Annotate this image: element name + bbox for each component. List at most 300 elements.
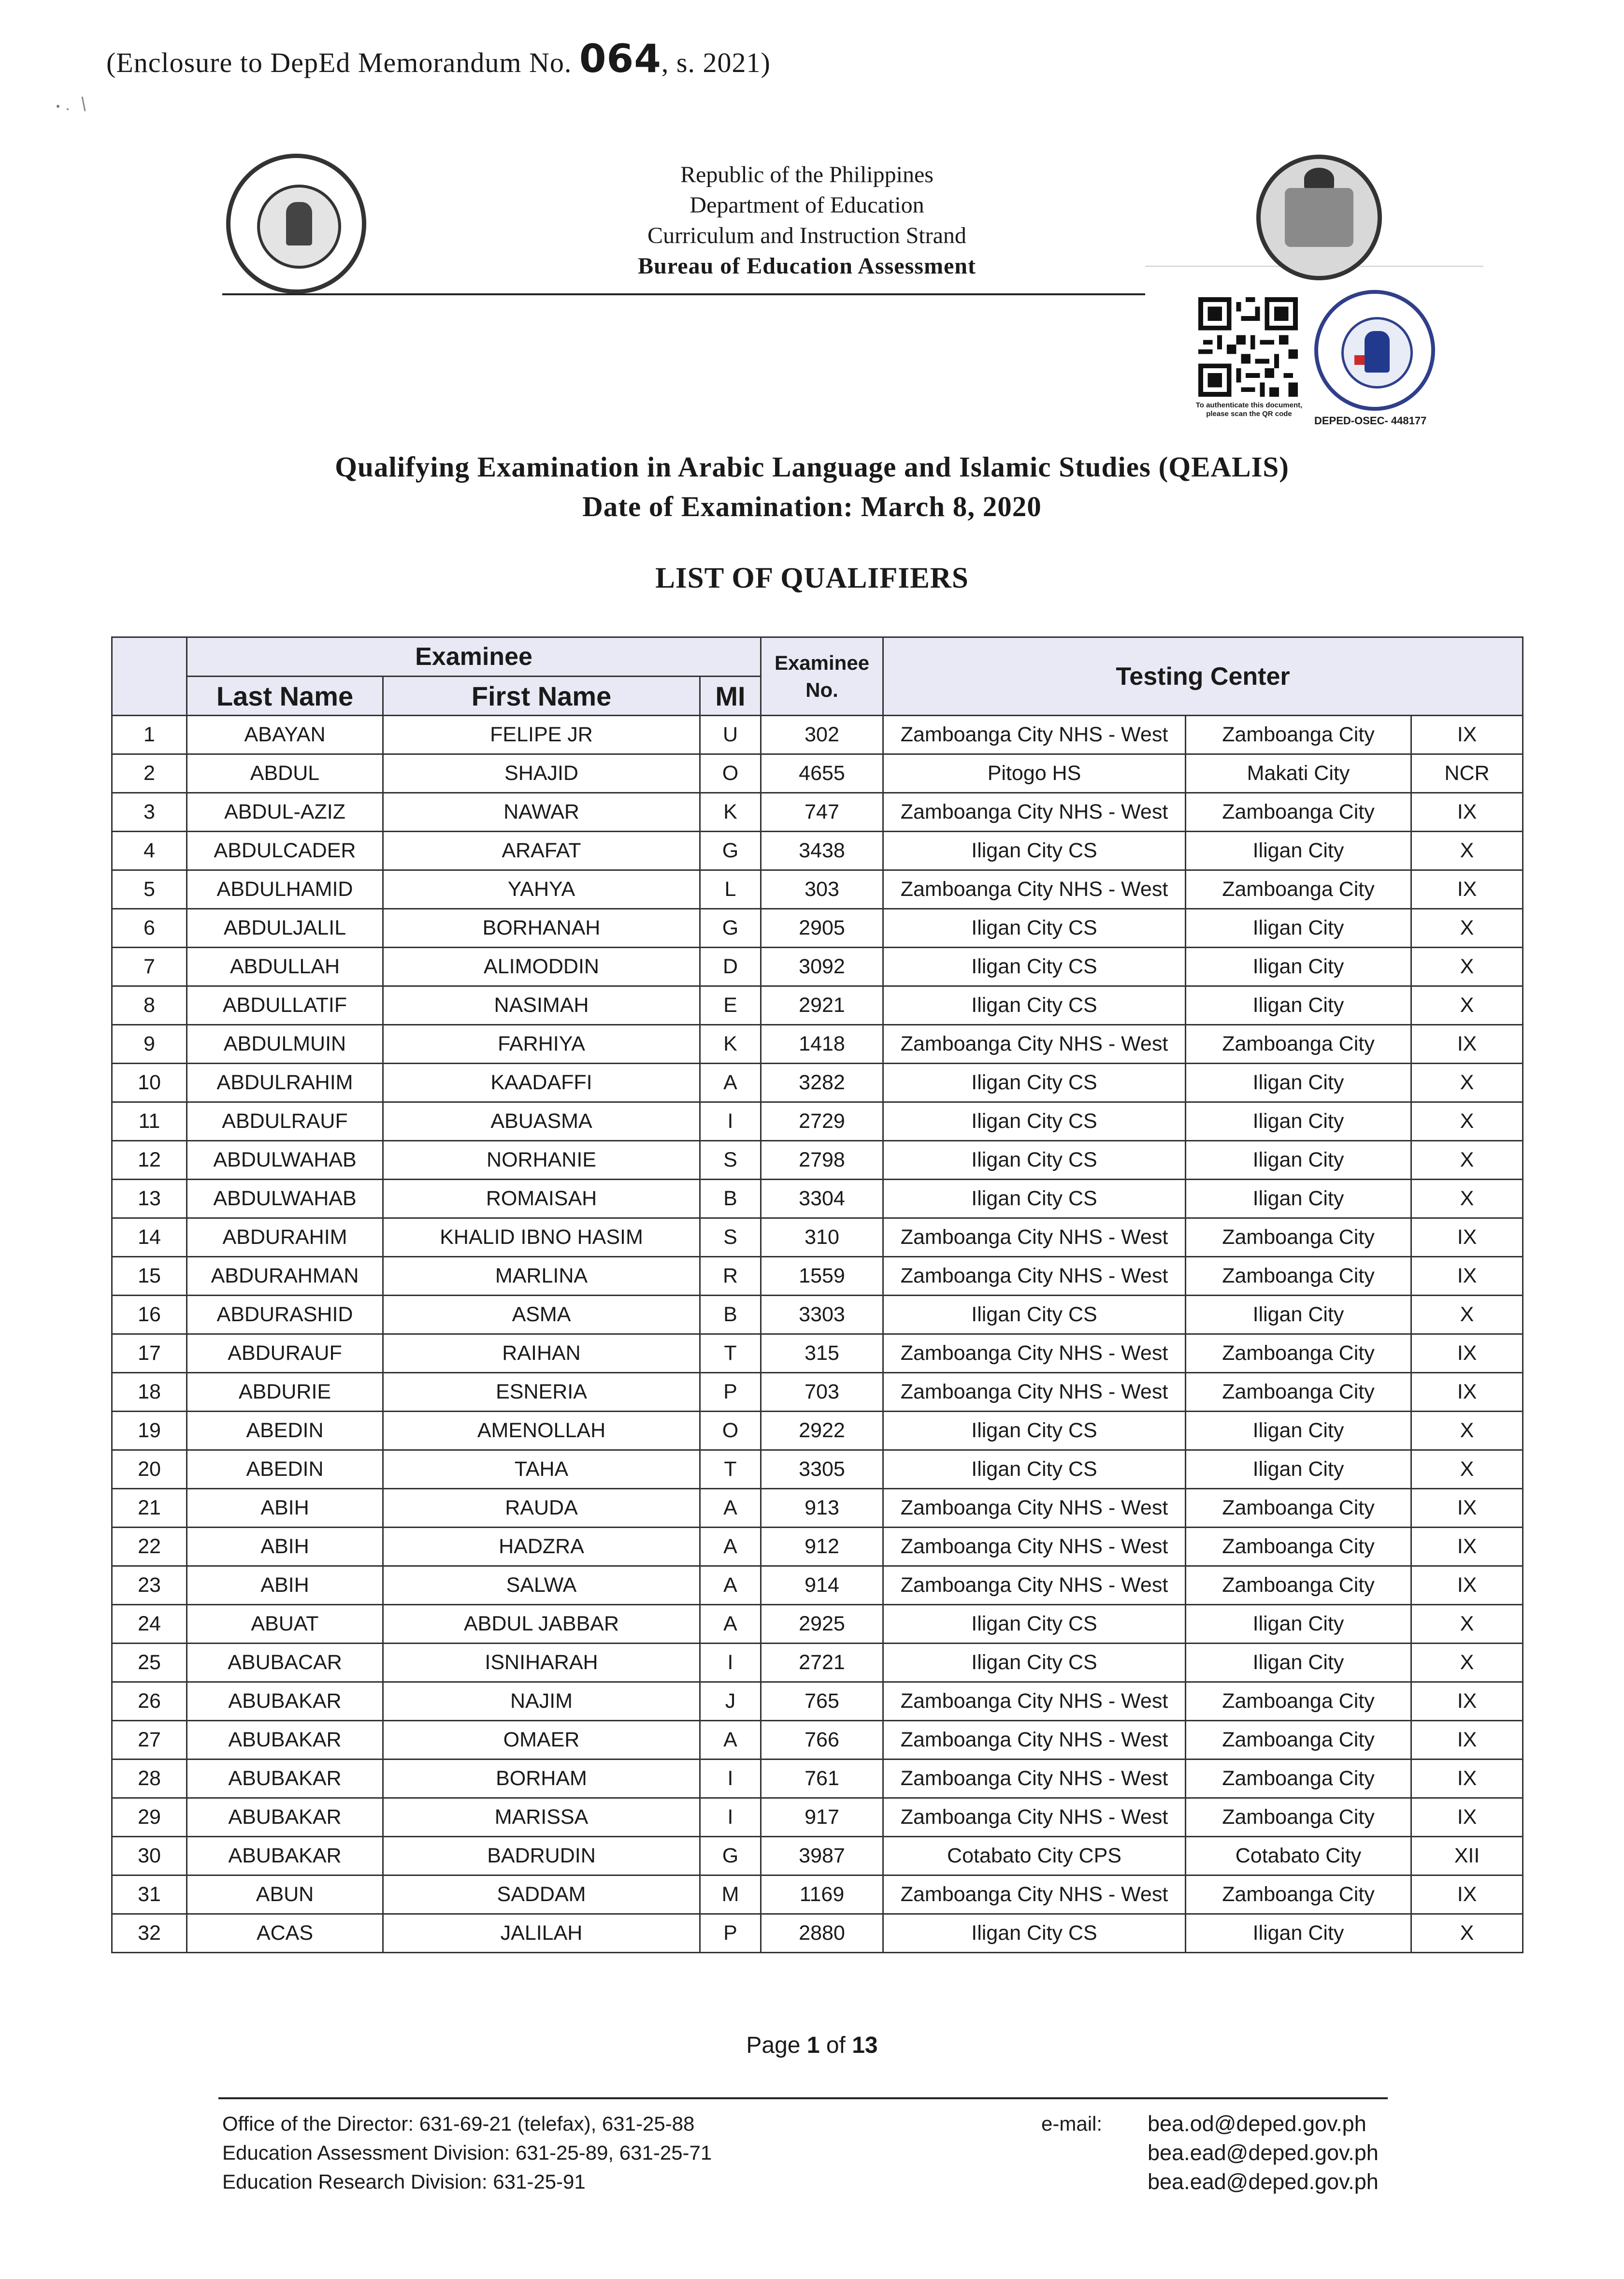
row-number-cell: 25 bbox=[112, 1644, 187, 1682]
testing-center-school-cell: Zamboanga City NHS - West bbox=[883, 716, 1186, 754]
region-cell: IX bbox=[1411, 1528, 1523, 1566]
first-name-cell: BADRUDIN bbox=[383, 1837, 700, 1875]
testing-center-school-cell: Zamboanga City NHS - West bbox=[883, 1682, 1186, 1721]
last-name-cell: ABUBACAR bbox=[187, 1644, 383, 1682]
testing-center-school-cell: Iligan City CS bbox=[883, 1644, 1186, 1682]
table-row bbox=[112, 1064, 1523, 1102]
region-cell: X bbox=[1411, 909, 1523, 948]
examinee-no-cell: 2922 bbox=[761, 1412, 883, 1450]
header-first-name: First Name bbox=[383, 677, 700, 716]
examinee-no-cell: 1559 bbox=[761, 1257, 883, 1296]
table-row bbox=[112, 1102, 1523, 1141]
testing-center-city-cell: Zamboanga City bbox=[1186, 1566, 1411, 1605]
page-current: 1 bbox=[806, 2033, 820, 2058]
examinee-no-cell: 1418 bbox=[761, 1025, 883, 1064]
testing-center-school-cell: Zamboanga City NHS - West bbox=[883, 1334, 1186, 1373]
region-cell: X bbox=[1411, 1102, 1523, 1141]
last-name-cell: ABIH bbox=[187, 1566, 383, 1605]
last-name-cell: ABDULLATIF bbox=[187, 986, 383, 1025]
enclosure-note bbox=[106, 36, 771, 81]
region-cell: IX bbox=[1411, 1566, 1523, 1605]
footer-research: Education Research Division: 631-25-91 bbox=[222, 2170, 586, 2193]
footer-divider bbox=[218, 2097, 1388, 2099]
exam-title: Qualifying Examination in Arabic Language and Islamic Studies (QEALIS) bbox=[335, 451, 1289, 483]
region-cell: IX bbox=[1411, 1798, 1523, 1837]
first-name-cell: ALIMODDIN bbox=[383, 948, 700, 986]
testing-center-city-cell: Zamboanga City bbox=[1186, 1760, 1411, 1798]
enclosure-suffix: , s. 2021) bbox=[661, 47, 771, 78]
table-row bbox=[112, 909, 1523, 948]
bureau-seal-icon bbox=[1256, 155, 1382, 280]
first-name-cell: BORHAM bbox=[383, 1760, 700, 1798]
enclosure-prefix: (Enclosure to DepEd Memorandum No. bbox=[106, 47, 572, 78]
testing-center-city-cell: Zamboanga City bbox=[1186, 1373, 1411, 1412]
first-name-cell: OMAER bbox=[383, 1721, 700, 1760]
mi-cell: M bbox=[700, 1875, 761, 1914]
first-name-cell: KAADAFFI bbox=[383, 1064, 700, 1102]
header-examinee-no-line1: Examinee bbox=[774, 651, 870, 674]
row-number-cell: 10 bbox=[112, 1064, 187, 1102]
region-cell: IX bbox=[1411, 870, 1523, 909]
page-of: of bbox=[826, 2033, 846, 2058]
examinee-no-cell: 303 bbox=[761, 870, 883, 909]
table-row bbox=[112, 1218, 1523, 1257]
row-number-cell: 19 bbox=[112, 1412, 187, 1450]
first-name-cell: ESNERIA bbox=[383, 1373, 700, 1412]
first-name-cell: SALWA bbox=[383, 1566, 700, 1605]
mi-cell: S bbox=[700, 1218, 761, 1257]
mi-cell: L bbox=[700, 870, 761, 909]
last-name-cell: ACAS bbox=[187, 1914, 383, 1953]
first-name-cell: ARAFAT bbox=[383, 832, 700, 870]
testing-center-city-cell: Iligan City bbox=[1186, 1296, 1411, 1334]
last-name-cell: ABUAT bbox=[187, 1605, 383, 1644]
last-name-cell: ABDURAHIM bbox=[187, 1218, 383, 1257]
testing-center-city-cell: Zamboanga City bbox=[1186, 1528, 1411, 1566]
first-name-cell: FARHIYA bbox=[383, 1025, 700, 1064]
memo-number: 064 bbox=[579, 36, 661, 81]
header-testing-center: Testing Center bbox=[883, 637, 1523, 716]
letterhead-republic: Republic of the Philippines bbox=[680, 162, 934, 188]
testing-center-school-cell: Zamboanga City NHS - West bbox=[883, 870, 1186, 909]
testing-center-city-cell: Iligan City bbox=[1186, 1412, 1411, 1450]
mi-cell: I bbox=[700, 1798, 761, 1837]
testing-center-city-cell: Iligan City bbox=[1186, 832, 1411, 870]
last-name-cell: ABDULWAHAB bbox=[187, 1141, 383, 1180]
header-examinee-no-line2: No. bbox=[805, 678, 838, 701]
examinee-no-cell: 914 bbox=[761, 1566, 883, 1605]
table-row bbox=[112, 1566, 1523, 1605]
table-row bbox=[112, 1489, 1523, 1528]
testing-center-school-cell: Cotabato City CPS bbox=[883, 1837, 1186, 1875]
testing-center-city-cell: Iligan City bbox=[1186, 1141, 1411, 1180]
testing-center-city-cell: Iligan City bbox=[1186, 948, 1411, 986]
qualifiers-table bbox=[111, 636, 1523, 1953]
region-cell: X bbox=[1411, 1914, 1523, 1953]
first-name-cell: NASIMAH bbox=[383, 986, 700, 1025]
examinee-no-cell: 3304 bbox=[761, 1180, 883, 1218]
examinee-no-cell: 3303 bbox=[761, 1296, 883, 1334]
first-name-cell: NORHANIE bbox=[383, 1141, 700, 1180]
last-name-cell: ABUBAKAR bbox=[187, 1721, 383, 1760]
table-row bbox=[112, 1141, 1523, 1180]
mi-cell: B bbox=[700, 1296, 761, 1334]
first-name-cell: FELIPE JR bbox=[383, 716, 700, 754]
examinee-no-cell: 302 bbox=[761, 716, 883, 754]
examinee-no-cell: 913 bbox=[761, 1489, 883, 1528]
examinee-no-cell: 2880 bbox=[761, 1914, 883, 1953]
row-number-cell: 16 bbox=[112, 1296, 187, 1334]
scan-marks bbox=[48, 72, 106, 121]
examinee-no-cell: 2729 bbox=[761, 1102, 883, 1141]
row-number-cell: 5 bbox=[112, 870, 187, 909]
examinee-no-cell: 4655 bbox=[761, 754, 883, 793]
region-cell: IX bbox=[1411, 1218, 1523, 1257]
testing-center-school-cell: Zamboanga City NHS - West bbox=[883, 1489, 1186, 1528]
first-name-cell: ABDUL JABBAR bbox=[383, 1605, 700, 1644]
testing-center-city-cell: Iligan City bbox=[1186, 1180, 1411, 1218]
mi-cell: P bbox=[700, 1373, 761, 1412]
mi-cell: A bbox=[700, 1721, 761, 1760]
testing-center-school-cell: Iligan City CS bbox=[883, 1296, 1186, 1334]
testing-center-city-cell: Iligan City bbox=[1186, 1450, 1411, 1489]
region-cell: IX bbox=[1411, 716, 1523, 754]
examinee-no-cell: 761 bbox=[761, 1760, 883, 1798]
table-row bbox=[112, 1837, 1523, 1875]
testing-center-city-cell: Zamboanga City bbox=[1186, 1682, 1411, 1721]
row-number-cell: 21 bbox=[112, 1489, 187, 1528]
testing-center-city-cell: Zamboanga City bbox=[1186, 1025, 1411, 1064]
first-name-cell: ASMA bbox=[383, 1296, 700, 1334]
mi-cell: G bbox=[700, 832, 761, 870]
table-row bbox=[112, 1334, 1523, 1373]
first-name-cell: ROMAISAH bbox=[383, 1180, 700, 1218]
table-row bbox=[112, 1721, 1523, 1760]
region-cell: IX bbox=[1411, 1682, 1523, 1721]
row-number-cell: 7 bbox=[112, 948, 187, 986]
mi-cell: K bbox=[700, 793, 761, 832]
table-row bbox=[112, 1257, 1523, 1296]
testing-center-city-cell: Iligan City bbox=[1186, 986, 1411, 1025]
testing-center-school-cell: Zamboanga City NHS - West bbox=[883, 1373, 1186, 1412]
examinee-no-cell: 917 bbox=[761, 1798, 883, 1837]
last-name-cell: ABDULCADER bbox=[187, 832, 383, 870]
first-name-cell: MARLINA bbox=[383, 1257, 700, 1296]
testing-center-school-cell: Zamboanga City NHS - West bbox=[883, 1875, 1186, 1914]
examinee-no-cell: 315 bbox=[761, 1334, 883, 1373]
letterhead-bureau: Bureau of Education Assessment bbox=[638, 253, 976, 279]
examinee-no-cell: 765 bbox=[761, 1682, 883, 1721]
header-index bbox=[112, 637, 187, 716]
header-examinee-no bbox=[761, 637, 883, 716]
table-body bbox=[112, 716, 1523, 1953]
exam-title-block bbox=[0, 447, 1624, 526]
header-last-name: Last Name bbox=[187, 677, 383, 716]
examinee-no-cell: 703 bbox=[761, 1373, 883, 1412]
footer-email-label: e-mail: bbox=[1041, 2112, 1103, 2135]
row-number-cell: 15 bbox=[112, 1257, 187, 1296]
footer-contacts bbox=[222, 2109, 712, 2196]
region-cell: X bbox=[1411, 1064, 1523, 1102]
mi-cell: A bbox=[700, 1528, 761, 1566]
last-name-cell: ABUN bbox=[187, 1875, 383, 1914]
table-row bbox=[112, 986, 1523, 1025]
testing-center-city-cell: Zamboanga City bbox=[1186, 716, 1411, 754]
row-number-cell: 30 bbox=[112, 1837, 187, 1875]
mi-cell: T bbox=[700, 1450, 761, 1489]
region-cell: IX bbox=[1411, 1489, 1523, 1528]
last-name-cell: ABDURASHID bbox=[187, 1296, 383, 1334]
first-name-cell: AMENOLLAH bbox=[383, 1412, 700, 1450]
testing-center-school-cell: Zamboanga City NHS - West bbox=[883, 1528, 1186, 1566]
testing-center-school-cell: Zamboanga City NHS - West bbox=[883, 1721, 1186, 1760]
testing-center-school-cell: Zamboanga City NHS - West bbox=[883, 793, 1186, 832]
last-name-cell: ABUBAKAR bbox=[187, 1798, 383, 1837]
region-cell: IX bbox=[1411, 1257, 1523, 1296]
mi-cell: A bbox=[700, 1489, 761, 1528]
letterhead-strand: Curriculum and Instruction Strand bbox=[647, 223, 966, 248]
table-row bbox=[112, 1296, 1523, 1334]
mi-cell: U bbox=[700, 716, 761, 754]
region-cell: X bbox=[1411, 1141, 1523, 1180]
table-row bbox=[112, 1180, 1523, 1218]
region-cell: XII bbox=[1411, 1837, 1523, 1875]
row-number-cell: 26 bbox=[112, 1682, 187, 1721]
first-name-cell: YAHYA bbox=[383, 870, 700, 909]
first-name-cell: HADZRA bbox=[383, 1528, 700, 1566]
header-mi: MI bbox=[700, 677, 761, 716]
row-number-cell: 1 bbox=[112, 716, 187, 754]
testing-center-school-cell: Zamboanga City NHS - West bbox=[883, 1025, 1186, 1064]
region-cell: X bbox=[1411, 1180, 1523, 1218]
last-name-cell: ABDUL bbox=[187, 754, 383, 793]
footer-emails bbox=[1148, 2109, 1379, 2196]
list-title: LIST OF QUALIFIERS bbox=[655, 562, 969, 594]
page-total: 13 bbox=[852, 2033, 878, 2058]
first-name-cell: ISNIHARAH bbox=[383, 1644, 700, 1682]
table-row bbox=[112, 948, 1523, 986]
row-number-cell: 4 bbox=[112, 832, 187, 870]
last-name-cell: ABDULWAHAB bbox=[187, 1180, 383, 1218]
first-name-cell: KHALID IBNO HASIM bbox=[383, 1218, 700, 1257]
mi-cell: T bbox=[700, 1334, 761, 1373]
examinee-no-cell: 3305 bbox=[761, 1450, 883, 1489]
table-row bbox=[112, 1682, 1523, 1721]
mi-cell: B bbox=[700, 1180, 761, 1218]
region-cell: IX bbox=[1411, 1334, 1523, 1373]
testing-center-city-cell: Zamboanga City bbox=[1186, 1257, 1411, 1296]
examinee-no-cell: 3987 bbox=[761, 1837, 883, 1875]
examinee-no-cell: 3092 bbox=[761, 948, 883, 986]
row-number-cell: 6 bbox=[112, 909, 187, 948]
region-cell: IX bbox=[1411, 1721, 1523, 1760]
last-name-cell: ABDULHAMID bbox=[187, 870, 383, 909]
examinee-no-cell: 912 bbox=[761, 1528, 883, 1566]
table-row bbox=[112, 716, 1523, 754]
row-number-cell: 22 bbox=[112, 1528, 187, 1566]
mi-cell: G bbox=[700, 909, 761, 948]
testing-center-city-cell: Zamboanga City bbox=[1186, 793, 1411, 832]
examinee-no-cell: 2921 bbox=[761, 986, 883, 1025]
region-cell: IX bbox=[1411, 1025, 1523, 1064]
last-name-cell: ABIH bbox=[187, 1528, 383, 1566]
first-name-cell: RAIHAN bbox=[383, 1334, 700, 1373]
last-name-cell: ABDURIE bbox=[187, 1373, 383, 1412]
table-row bbox=[112, 832, 1523, 870]
examinee-no-cell: 2905 bbox=[761, 909, 883, 948]
testing-center-city-cell: Zamboanga City bbox=[1186, 1218, 1411, 1257]
testing-center-school-cell: Iligan City CS bbox=[883, 832, 1186, 870]
row-number-cell: 11 bbox=[112, 1102, 187, 1141]
table-row bbox=[112, 1605, 1523, 1644]
table-row bbox=[112, 1528, 1523, 1566]
table-row bbox=[112, 870, 1523, 909]
letterhead-department: Department of Education bbox=[690, 192, 924, 218]
region-cell: NCR bbox=[1411, 754, 1523, 793]
region-cell: X bbox=[1411, 986, 1523, 1025]
mi-cell: R bbox=[700, 1257, 761, 1296]
table-row bbox=[112, 1412, 1523, 1450]
examinee-no-cell: 747 bbox=[761, 793, 883, 832]
last-name-cell: ABUBAKAR bbox=[187, 1837, 383, 1875]
examinee-no-cell: 2798 bbox=[761, 1141, 883, 1180]
footer-email-link[interactable]: bea.ead@deped.gov.ph bbox=[1148, 2140, 1379, 2165]
mi-cell: D bbox=[700, 948, 761, 986]
footer-email-link[interactable]: bea.ead@deped.gov.ph bbox=[1148, 2169, 1379, 2194]
table-row bbox=[112, 1798, 1523, 1837]
qr-caption: To authenticate this document, please scan the QR code bbox=[1195, 401, 1303, 418]
table-row bbox=[112, 793, 1523, 832]
last-name-cell: ABEDIN bbox=[187, 1450, 383, 1489]
exam-date: Date of Examination: March 8, 2020 bbox=[582, 490, 1042, 522]
last-name-cell: ABAYAN bbox=[187, 716, 383, 754]
first-name-cell: TAHA bbox=[383, 1450, 700, 1489]
mi-cell: I bbox=[700, 1644, 761, 1682]
examinee-no-cell: 3282 bbox=[761, 1064, 883, 1102]
mi-cell: O bbox=[700, 754, 761, 793]
footer-office: Office of the Director: 631-69-21 (telefax), 631-25-88 bbox=[222, 2112, 695, 2135]
row-number-cell: 27 bbox=[112, 1721, 187, 1760]
last-name-cell: ABDULMUIN bbox=[187, 1025, 383, 1064]
header-divider bbox=[222, 293, 1145, 295]
table-row bbox=[112, 1875, 1523, 1914]
first-name-cell: NAWAR bbox=[383, 793, 700, 832]
row-number-cell: 28 bbox=[112, 1760, 187, 1798]
last-name-cell: ABIH bbox=[187, 1489, 383, 1528]
mi-cell: J bbox=[700, 1682, 761, 1721]
testing-center-school-cell: Iligan City CS bbox=[883, 1412, 1186, 1450]
letterhead bbox=[483, 159, 1131, 281]
row-number-cell: 12 bbox=[112, 1141, 187, 1180]
row-number-cell: 20 bbox=[112, 1450, 187, 1489]
testing-center-school-cell: Iligan City CS bbox=[883, 1605, 1186, 1644]
region-cell: X bbox=[1411, 832, 1523, 870]
table-row bbox=[112, 1025, 1523, 1064]
testing-center-school-cell: Iligan City CS bbox=[883, 1064, 1186, 1102]
examinee-no-cell: 2925 bbox=[761, 1605, 883, 1644]
testing-center-school-cell: Zamboanga City NHS - West bbox=[883, 1566, 1186, 1605]
testing-center-school-cell: Iligan City CS bbox=[883, 1180, 1186, 1218]
table-row bbox=[112, 1760, 1523, 1798]
table-row bbox=[112, 1373, 1523, 1412]
row-number-cell: 14 bbox=[112, 1218, 187, 1257]
footer-division: Education Assessment Division: 631-25-89, 631-25-71 bbox=[222, 2141, 712, 2164]
table-row bbox=[112, 1914, 1523, 1953]
deped-blue-seal-icon bbox=[1314, 290, 1435, 411]
mi-cell: I bbox=[700, 1760, 761, 1798]
table-row bbox=[112, 1450, 1523, 1489]
mi-cell: A bbox=[700, 1605, 761, 1644]
row-number-cell: 29 bbox=[112, 1798, 187, 1837]
mi-cell: A bbox=[700, 1064, 761, 1102]
row-number-cell: 18 bbox=[112, 1373, 187, 1412]
row-number-cell: 2 bbox=[112, 754, 187, 793]
document-code: DEPED-OSEC- 448177 bbox=[1314, 415, 1427, 427]
mi-cell: K bbox=[700, 1025, 761, 1064]
testing-center-city-cell: Zamboanga City bbox=[1186, 1334, 1411, 1373]
testing-center-city-cell: Iligan City bbox=[1186, 1102, 1411, 1141]
testing-center-city-cell: Iligan City bbox=[1186, 1064, 1411, 1102]
page-number bbox=[0, 2032, 1624, 2059]
region-cell: X bbox=[1411, 948, 1523, 986]
last-name-cell: ABDULJALIL bbox=[187, 909, 383, 948]
first-name-cell: ABUASMA bbox=[383, 1102, 700, 1141]
testing-center-city-cell: Iligan City bbox=[1186, 1644, 1411, 1682]
footer-email-link[interactable]: bea.od@deped.gov.ph bbox=[1148, 2111, 1366, 2136]
last-name-cell: ABUBAKAR bbox=[187, 1682, 383, 1721]
testing-center-school-cell: Zamboanga City NHS - West bbox=[883, 1257, 1186, 1296]
header-examinee: Examinee bbox=[187, 637, 761, 677]
first-name-cell: RAUDA bbox=[383, 1489, 700, 1528]
row-number-cell: 24 bbox=[112, 1605, 187, 1644]
testing-center-school-cell: Iligan City CS bbox=[883, 1450, 1186, 1489]
region-cell: X bbox=[1411, 1644, 1523, 1682]
testing-center-city-cell: Zamboanga City bbox=[1186, 1721, 1411, 1760]
testing-center-school-cell: Iligan City CS bbox=[883, 1102, 1186, 1141]
first-name-cell: BORHANAH bbox=[383, 909, 700, 948]
last-name-cell: ABEDIN bbox=[187, 1412, 383, 1450]
testing-center-school-cell: Zamboanga City NHS - West bbox=[883, 1218, 1186, 1257]
testing-center-city-cell: Zamboanga City bbox=[1186, 870, 1411, 909]
testing-center-city-cell: Iligan City bbox=[1186, 1914, 1411, 1953]
testing-center-city-cell: Iligan City bbox=[1186, 909, 1411, 948]
testing-center-city-cell: Zamboanga City bbox=[1186, 1875, 1411, 1914]
testing-center-city-cell: Makati City bbox=[1186, 754, 1411, 793]
first-name-cell: NAJIM bbox=[383, 1682, 700, 1721]
last-name-cell: ABDULRAHIM bbox=[187, 1064, 383, 1102]
testing-center-school-cell: Iligan City CS bbox=[883, 1141, 1186, 1180]
region-cell: X bbox=[1411, 1412, 1523, 1450]
testing-center-city-cell: Cotabato City bbox=[1186, 1837, 1411, 1875]
examinee-no-cell: 2721 bbox=[761, 1644, 883, 1682]
mi-cell: I bbox=[700, 1102, 761, 1141]
qr-code-icon bbox=[1198, 297, 1298, 397]
region-cell: X bbox=[1411, 1450, 1523, 1489]
examinee-no-cell: 1169 bbox=[761, 1875, 883, 1914]
region-cell: X bbox=[1411, 1296, 1523, 1334]
region-cell: IX bbox=[1411, 1875, 1523, 1914]
testing-center-school-cell: Iligan City CS bbox=[883, 1914, 1186, 1953]
first-name-cell: JALILAH bbox=[383, 1914, 700, 1953]
examinee-no-cell: 766 bbox=[761, 1721, 883, 1760]
first-name-cell: SHAJID bbox=[383, 754, 700, 793]
row-number-cell: 23 bbox=[112, 1566, 187, 1605]
testing-center-school-cell: Iligan City CS bbox=[883, 909, 1186, 948]
region-cell: X bbox=[1411, 1605, 1523, 1644]
testing-center-school-cell: Zamboanga City NHS - West bbox=[883, 1760, 1186, 1798]
row-number-cell: 31 bbox=[112, 1875, 187, 1914]
last-name-cell: ABUBAKAR bbox=[187, 1760, 383, 1798]
